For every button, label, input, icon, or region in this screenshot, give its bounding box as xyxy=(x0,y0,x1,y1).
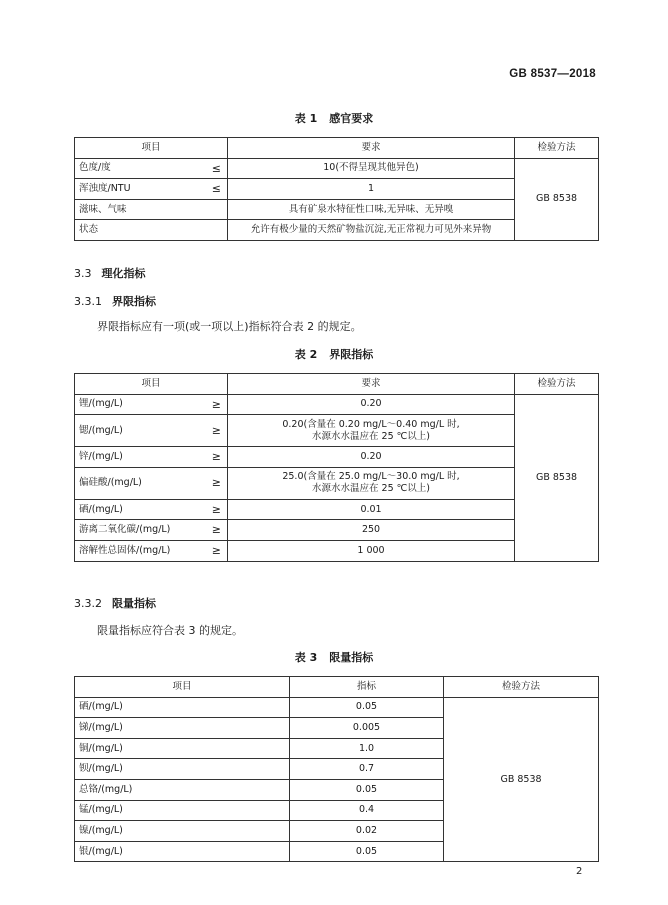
row-requirement: 0.20 xyxy=(228,394,515,415)
table1-header-requirement: 要求 xyxy=(228,138,515,159)
section-heading-3-3-1 xyxy=(74,293,156,309)
table-limit-indicators xyxy=(74,676,599,862)
row-item: 溶解性总固体/(mg/L) xyxy=(75,540,203,561)
table2-header-row xyxy=(75,374,599,395)
row-symbol: ≥ xyxy=(203,520,228,541)
row-requirement-line1: 0.20(含量在 0.20 mg/L～0.40 mg/L 时, xyxy=(282,418,460,430)
section-title: 限量指标 xyxy=(112,597,156,610)
section-number: 3.3 xyxy=(74,267,92,280)
row-item: 总铬/(mg/L) xyxy=(75,779,290,800)
table2-header-item: 项目 xyxy=(75,374,228,395)
row-item: 钡/(mg/L) xyxy=(75,759,290,780)
table1-header-row xyxy=(75,138,599,159)
row-requirement-line1: 25.0(含量在 25.0 mg/L～30.0 mg/L 时, xyxy=(282,471,460,483)
row-value: 0.05 xyxy=(290,841,444,862)
row-item: 锂/(mg/L) xyxy=(75,394,203,415)
table3-caption xyxy=(0,649,668,665)
table3-caption-number: 表 3 xyxy=(294,651,318,664)
row-symbol xyxy=(203,220,228,241)
table1-header-item: 项目 xyxy=(75,138,228,159)
section-number: 3.3.2 xyxy=(74,597,102,610)
row-item: 银/(mg/L) xyxy=(75,841,290,862)
row-item: 硒/(mg/L) xyxy=(75,697,290,718)
section-title: 理化指标 xyxy=(101,267,146,280)
page-number: 2 xyxy=(576,866,583,877)
row-requirement xyxy=(228,415,515,447)
table-row xyxy=(75,394,599,415)
table2-caption-title: 界限指标 xyxy=(329,348,374,361)
section-number: 3.3.1 xyxy=(74,295,102,308)
row-value: 0.005 xyxy=(290,718,444,739)
section-title: 界限指标 xyxy=(112,295,156,308)
row-item: 浑浊度/NTU xyxy=(75,179,203,200)
row-item: 游离二氧化碳/(mg/L) xyxy=(75,520,203,541)
row-symbol xyxy=(203,199,228,220)
table3-caption-title: 限量指标 xyxy=(329,651,374,664)
table2-header-method: 检验方法 xyxy=(515,374,599,395)
row-value: 0.05 xyxy=(290,779,444,800)
table2-caption-number: 表 2 xyxy=(294,348,318,361)
row-item: 铜/(mg/L) xyxy=(75,738,290,759)
paragraph-boundary-indicators: 界限指标应有一项(或一项以上)指标符合表 2 的规定。 xyxy=(97,320,362,333)
row-requirement: 允许有极少量的天然矿物盐沉淀,无正常视力可见外来异物 xyxy=(228,220,515,241)
row-requirement: 0.01 xyxy=(228,499,515,520)
row-symbol: ≥ xyxy=(203,467,228,499)
test-method: GB 8538 xyxy=(515,394,599,561)
row-item: 状态 xyxy=(75,220,203,241)
table2-header-requirement: 要求 xyxy=(228,374,515,395)
row-requirement: 1 000 xyxy=(228,540,515,561)
table3-header-row xyxy=(75,677,599,698)
standard-code: GB 8537—2018 xyxy=(509,68,596,80)
row-value: 0.05 xyxy=(290,697,444,718)
table3-header-item: 项目 xyxy=(75,677,290,698)
table-row xyxy=(75,697,599,718)
table1-caption xyxy=(0,110,668,126)
row-item: 硒/(mg/L) xyxy=(75,499,203,520)
row-value: 0.02 xyxy=(290,821,444,842)
row-item: 锰/(mg/L) xyxy=(75,800,290,821)
test-method: GB 8538 xyxy=(515,158,599,240)
table-row xyxy=(75,158,599,179)
test-method: GB 8538 xyxy=(444,697,599,862)
row-item: 滋味、气味 xyxy=(75,199,203,220)
row-symbol: ≥ xyxy=(203,415,228,447)
row-item: 色度/度 xyxy=(75,158,203,179)
row-symbol: ≥ xyxy=(203,394,228,415)
section-heading-3-3 xyxy=(74,265,146,281)
row-item: 锶/(mg/L) xyxy=(75,415,203,447)
row-value: 0.7 xyxy=(290,759,444,780)
row-symbol: ≥ xyxy=(203,540,228,561)
paragraph-limit-indicators: 限量指标应符合表 3 的规定。 xyxy=(97,624,243,637)
table-sensory-requirements xyxy=(74,137,599,241)
row-requirement-line2: 水源水水温应在 25 ℃以上) xyxy=(312,430,431,442)
table3-header-method: 检验方法 xyxy=(444,677,599,698)
row-requirement-line2: 水源水水温应在 25 ℃以上) xyxy=(312,483,431,495)
row-item: 偏硅酸/(mg/L) xyxy=(75,467,203,499)
row-requirement: 具有矿泉水特征性口味,无异味、无异嗅 xyxy=(228,199,515,220)
row-symbol: ≥ xyxy=(203,447,228,468)
row-item: 镍/(mg/L) xyxy=(75,821,290,842)
table2-caption xyxy=(0,346,668,362)
row-symbol: ≤ xyxy=(203,179,228,200)
row-item: 锑/(mg/L) xyxy=(75,718,290,739)
row-symbol: ≤ xyxy=(203,158,228,179)
row-requirement: 250 xyxy=(228,520,515,541)
table3-header-indicator: 指标 xyxy=(290,677,444,698)
row-value: 1.0 xyxy=(290,738,444,759)
table1-header-method: 检验方法 xyxy=(515,138,599,159)
table1-caption-number: 表 1 xyxy=(294,112,318,125)
row-requirement: 1 xyxy=(228,179,515,200)
table1-caption-title: 感官要求 xyxy=(329,112,374,125)
row-requirement: 0.20 xyxy=(228,447,515,468)
section-heading-3-3-2 xyxy=(74,595,156,611)
row-item: 锌/(mg/L) xyxy=(75,447,203,468)
table-boundary-indicators xyxy=(74,373,599,562)
row-requirement xyxy=(228,467,515,499)
row-value: 0.4 xyxy=(290,800,444,821)
row-requirement: 10(不得呈现其他异色) xyxy=(228,158,515,179)
row-symbol: ≥ xyxy=(203,499,228,520)
